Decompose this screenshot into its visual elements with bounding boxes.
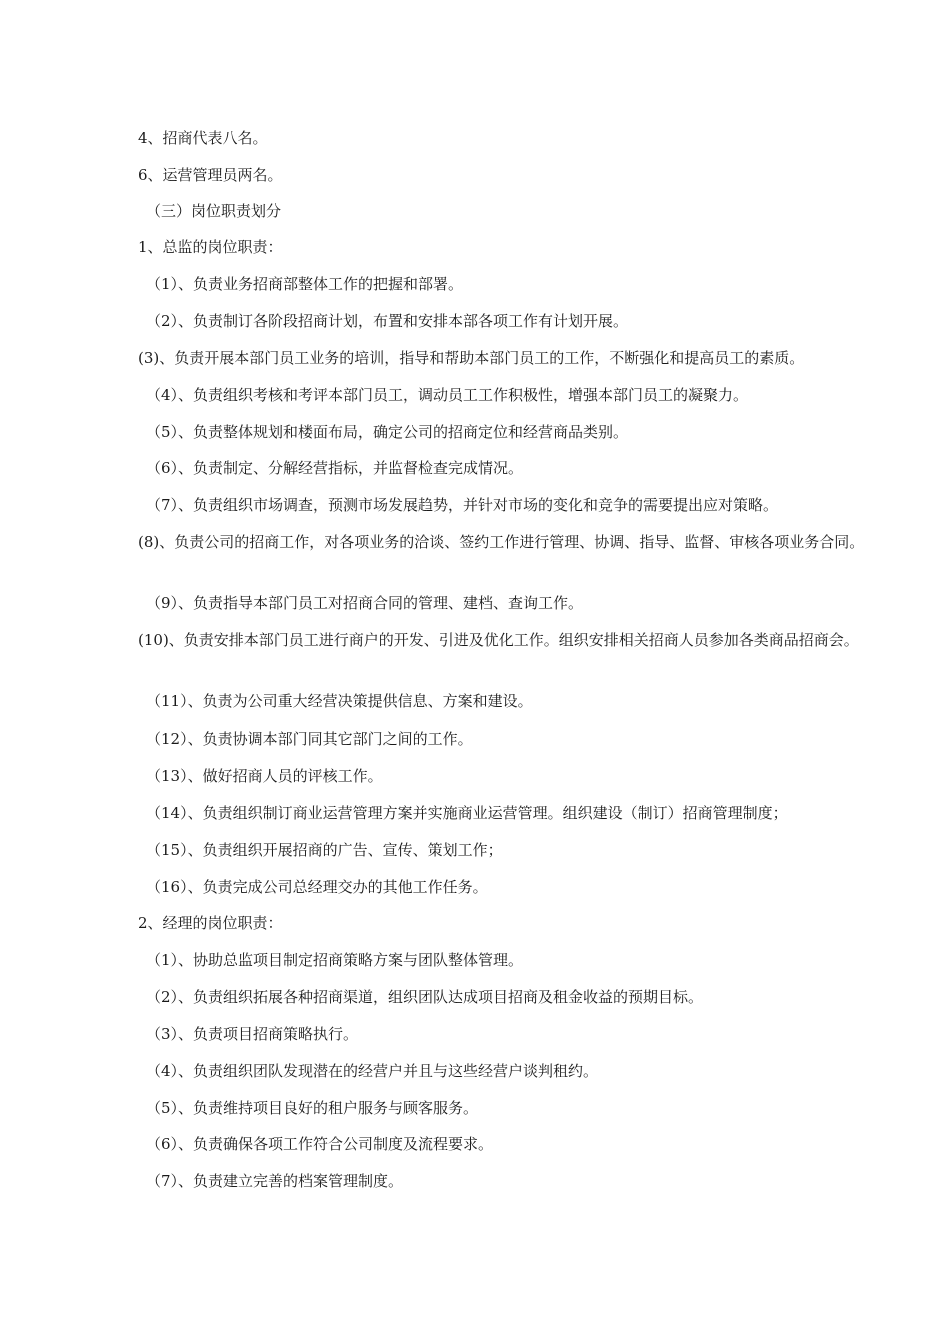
text-line: （14）、负责组织制订商业运营管理方案并实施商业运营管理。组织建设（制订）招商管理制度； (146, 804, 788, 822)
section-heading: （三）岗位职责划分 (146, 202, 282, 220)
text-line: （5）、负责整体规划和楼面布局，确定公司的招商定位和经营商品类别。 (146, 423, 629, 441)
subsection-heading: 1、总监的岗位职责： (138, 238, 283, 256)
text-line: （12）、负责协调本部门同其它部门之间的工作。 (146, 730, 473, 748)
text-line: （16）、负责完成公司总经理交办的其他工作任务。 (146, 878, 488, 896)
text-line: （11）、负责为公司重大经营决策提供信息、方案和建设。 (146, 692, 533, 710)
text-line: （2）、负责制订各阶段招商计划，布置和安排本部各项工作有计划开展。 (146, 312, 629, 330)
text-line: （1）、负责业务招商部整体工作的把握和部署。 (146, 275, 464, 293)
text-line: (3)、负责开展本部门员工业务的培训，指导和帮助本部门员工的工作，不断强化和提高员工的素质。 (138, 349, 805, 367)
text-line: （5）、负责维持项目良好的租户服务与顾客服务。 (146, 1099, 479, 1117)
text-line: （6）、负责制定、分解经营指标，并监督检查完成情况。 (146, 459, 524, 477)
text-line: 4、招商代表八名。 (138, 129, 268, 147)
text-paragraph: (10)、负责安排本部门员工进行商户的开发、引进及优化工作。组织安排相关招商人员参加各类商品招商会。 (138, 631, 859, 649)
text-line: （6）、负责确保各项工作符合公司制度及流程要求。 (146, 1135, 494, 1153)
text-line: （15）、负责组织开展招商的广告、宣传、策划工作； (146, 841, 503, 859)
text-line: （1）、协助总监项目制定招商策略方案与团队整体管理。 (146, 951, 524, 969)
text-paragraph: (8)、负责公司的招商工作，对各项业务的洽谈、签约工作进行管理、协调、指导、监督、审核各项业务合同。 (138, 533, 865, 551)
text-line: （7）、负责组织市场调查，预测市场发展趋势，并针对市场的变化和竞争的需要提出应对策略。 (146, 496, 779, 514)
text-line: （2）、负责组织拓展各种招商渠道，组织团队达成项目招商及租金收益的预期目标。 (146, 988, 704, 1006)
text-line: （13）、做好招商人员的评核工作。 (146, 767, 383, 785)
text-line: （9）、负责指导本部门员工对招商合同的管理、建档、查询工作。 (146, 594, 584, 612)
text-line: （4）、负责组织团队发现潜在的经营户并且与这些经营户谈判租约。 (146, 1062, 599, 1080)
subsection-heading: 2、经理的岗位职责： (138, 914, 283, 932)
text-line: （7）、负责建立完善的档案管理制度。 (146, 1172, 404, 1190)
text-line: （4）、负责组织考核和考评本部门员工，调动员工工作积极性，增强本部门员工的凝聚力。 (146, 386, 749, 404)
text-line: （3）、负责项目招商策略执行。 (146, 1025, 359, 1043)
text-line: 6、运营管理员两名。 (138, 166, 283, 184)
